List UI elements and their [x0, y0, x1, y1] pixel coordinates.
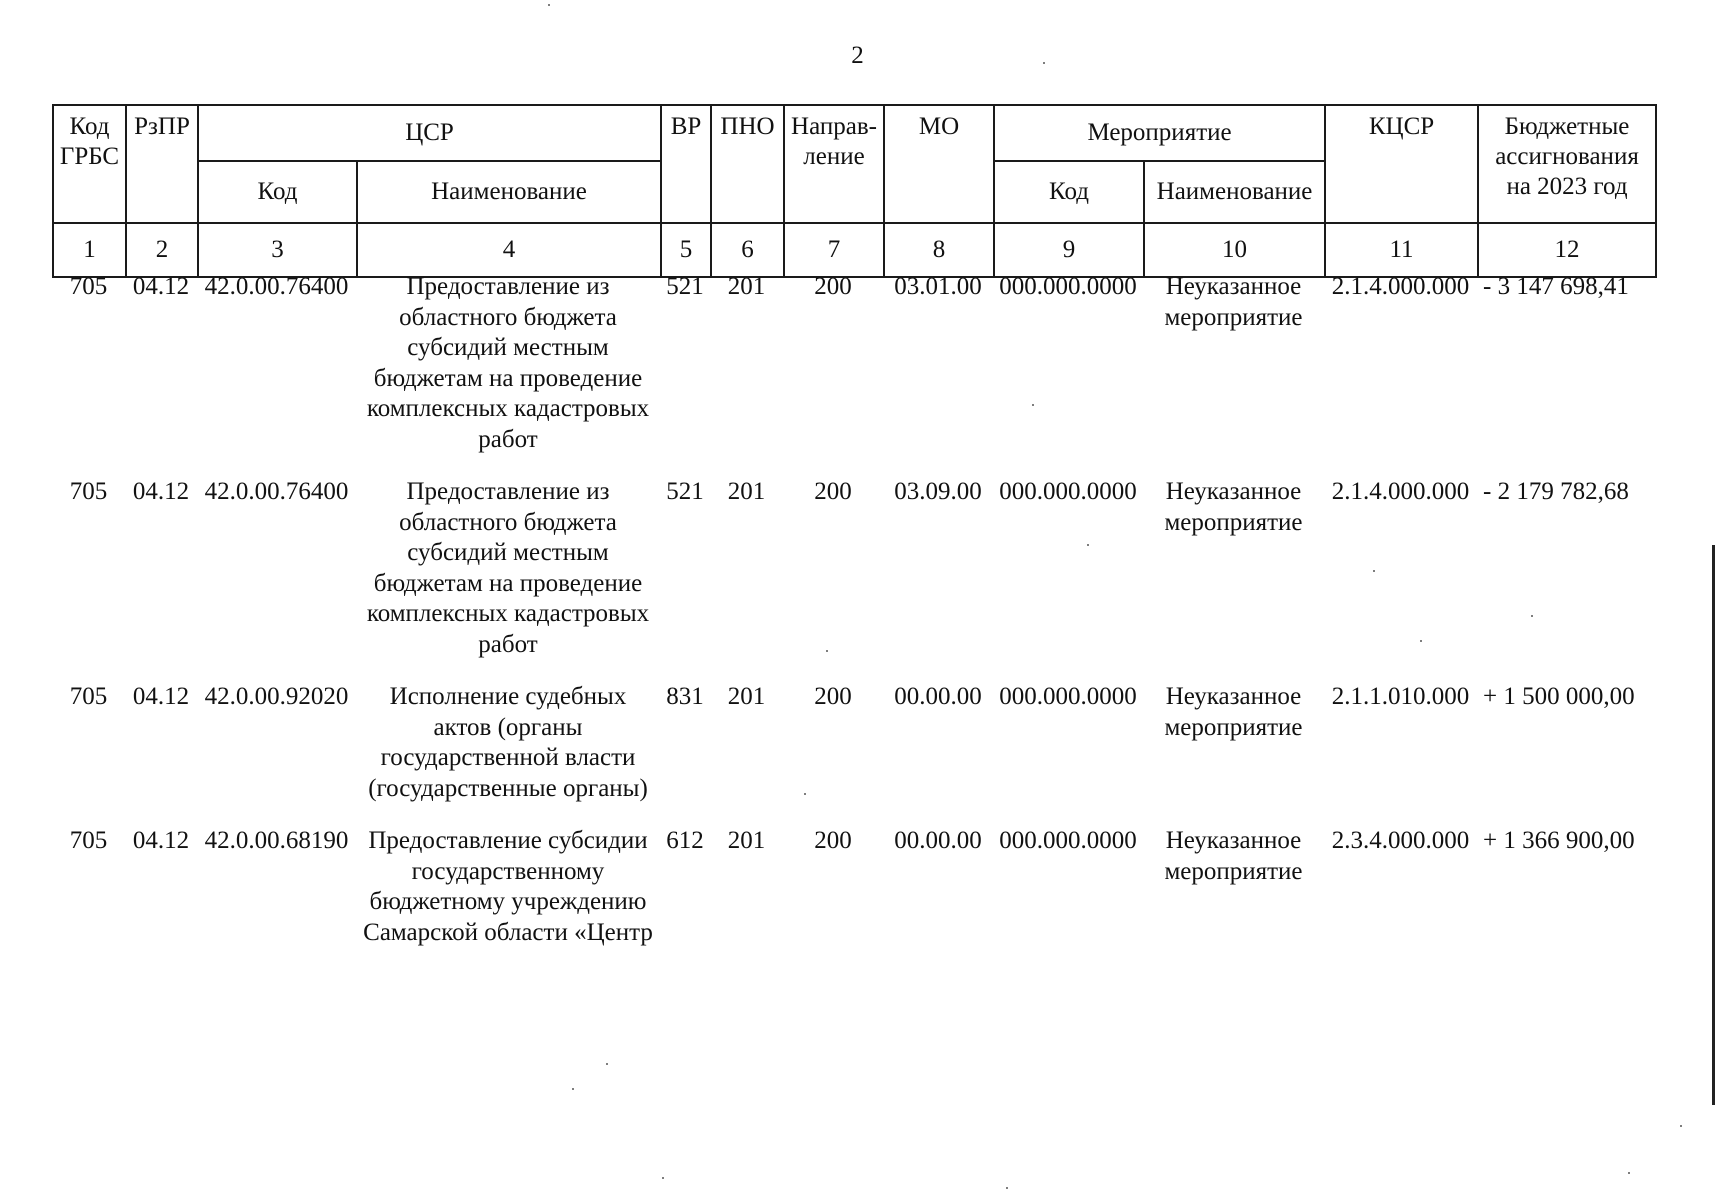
column-number: 12: [1478, 223, 1656, 277]
column-number: 8: [884, 223, 994, 277]
header-table: [52, 104, 1657, 278]
column-number: 11: [1325, 223, 1478, 277]
scan-speck: [606, 1063, 608, 1065]
column-number: 9: [994, 223, 1144, 277]
rzpr-cell: 04.12: [132, 478, 190, 505]
scan-speck: [1032, 404, 1034, 406]
csr-name-cell: Исполнение судебных актов (органы государственной власти (государственные органы): [368, 683, 648, 802]
header-kod-grbs: Код ГРБС: [53, 105, 126, 223]
pno-cell: 201: [727, 683, 766, 710]
pno-cell: 201: [727, 827, 766, 854]
mer-code-cell: 000.000.0000: [999, 827, 1137, 854]
mer-name-cell: Неуказанное мероприятие: [1164, 683, 1303, 741]
scan-speck: [1680, 1125, 1682, 1127]
column-number: 6: [711, 223, 784, 277]
vr-cell: 521: [666, 478, 704, 505]
rzpr-cell: 04.12: [132, 683, 190, 710]
mer-code-cell: 000.000.0000: [999, 273, 1137, 300]
scan-speck: [1087, 544, 1089, 546]
amount-cell: - 3 147 698,41: [1483, 273, 1629, 300]
header-csr-name: Наименование: [357, 161, 661, 223]
scan-speck: [1043, 62, 1045, 64]
scan-speck: [1420, 640, 1422, 642]
header-csr-kod: Код: [198, 161, 357, 223]
csr-code-cell: 42.0.00.76400: [204, 478, 349, 505]
header-kcsr: КЦСР: [1325, 105, 1478, 223]
napr-cell: 200: [814, 827, 852, 854]
scan-speck: [826, 650, 828, 652]
mer-code-cell: 000.000.0000: [999, 478, 1137, 505]
header-rzpr: РзПР: [126, 105, 198, 223]
scan-speck: [1531, 615, 1533, 617]
kcsr-cell: 2.1.4.000.000: [1331, 273, 1470, 300]
amount-cell: + 1 500 000,00: [1483, 683, 1635, 710]
csr-code-cell: 42.0.00.68190: [204, 827, 349, 854]
kcsr-cell: 2.1.1.010.000: [1331, 683, 1470, 710]
grbs-cell: 705: [69, 827, 108, 854]
column-number: 5: [661, 223, 711, 277]
budget-rows: [52, 272, 1655, 970]
column-number: 2: [126, 223, 198, 277]
rzpr-cell: 04.12: [132, 827, 190, 854]
header-napravlenie: Направ-ление: [784, 105, 884, 223]
napr-cell: 200: [814, 683, 852, 710]
header-mer-kod: Код: [994, 161, 1144, 223]
column-number: 3: [198, 223, 357, 277]
scan-speck: [572, 1088, 574, 1090]
grbs-cell: 705: [69, 683, 108, 710]
mer-name-cell: Неуказанное мероприятие: [1164, 273, 1303, 331]
pno-cell: 201: [727, 273, 766, 300]
vr-cell: 612: [666, 827, 704, 854]
csr-code-cell: 42.0.00.76400: [204, 273, 349, 300]
column-number: 10: [1144, 223, 1325, 277]
kcsr-cell: 2.3.4.000.000: [1331, 827, 1470, 854]
scan-speck: [548, 4, 550, 6]
csr-name-cell: Предоставление из областного бюджета субсидий местным бюджетам на проведение комплексных кадастровых работ: [366, 273, 650, 453]
vr-cell: 521: [666, 273, 704, 300]
mo-cell: 00.00.00: [894, 683, 982, 710]
header-csr: ЦСР: [198, 105, 661, 161]
column-number: 1: [53, 223, 126, 277]
page-number: 2: [851, 42, 864, 69]
scan-speck: [662, 1177, 664, 1179]
mer-code-cell: 000.000.0000: [999, 683, 1137, 710]
grbs-cell: 705: [69, 273, 108, 300]
table-row: [52, 682, 1655, 804]
csr-name-cell: Предоставление субсидии государственному бюджетному учреждению Самарской области «Центр: [363, 827, 653, 946]
csr-name-cell: Предоставление из областного бюджета субсидий местным бюджетам на проведение комплексных кадастровых работ: [366, 478, 650, 658]
scan-speck: [1628, 1172, 1630, 1174]
scan-speck: [1373, 570, 1375, 572]
napr-cell: 200: [814, 273, 852, 300]
csr-code-cell: 42.0.00.92020: [204, 683, 349, 710]
table-row: [52, 826, 1655, 948]
mo-cell: 03.01.00: [894, 273, 982, 300]
header-mer-name: Наименование: [1144, 161, 1325, 223]
mer-name-cell: Неуказанное мероприятие: [1164, 478, 1303, 536]
table-row: [52, 272, 1655, 455]
vr-cell: 831: [666, 683, 704, 710]
table-row: [52, 477, 1655, 660]
mo-cell: 03.09.00: [894, 478, 982, 505]
pno-cell: 201: [727, 478, 766, 505]
amount-cell: - 2 179 782,68: [1483, 478, 1629, 505]
kcsr-cell: 2.1.4.000.000: [1331, 478, 1470, 505]
header-budget: Бюджетные ассигнования на 2023 год: [1478, 105, 1656, 223]
scan-speck: [1006, 1187, 1008, 1189]
napr-cell: 200: [814, 478, 852, 505]
header-pno: ПНО: [711, 105, 784, 223]
header-vr: ВР: [661, 105, 711, 223]
rzpr-cell: 04.12: [132, 273, 190, 300]
mo-cell: 00.00.00: [894, 827, 982, 854]
header-meropriyatie: Мероприятие: [994, 105, 1325, 161]
column-number: 7: [784, 223, 884, 277]
mer-name-cell: Неуказанное мероприятие: [1164, 827, 1303, 885]
amount-cell: + 1 366 900,00: [1483, 827, 1635, 854]
column-number: 4: [357, 223, 661, 277]
header-mo: МО: [884, 105, 994, 223]
scan-speck: [804, 793, 806, 795]
grbs-cell: 705: [69, 478, 108, 505]
